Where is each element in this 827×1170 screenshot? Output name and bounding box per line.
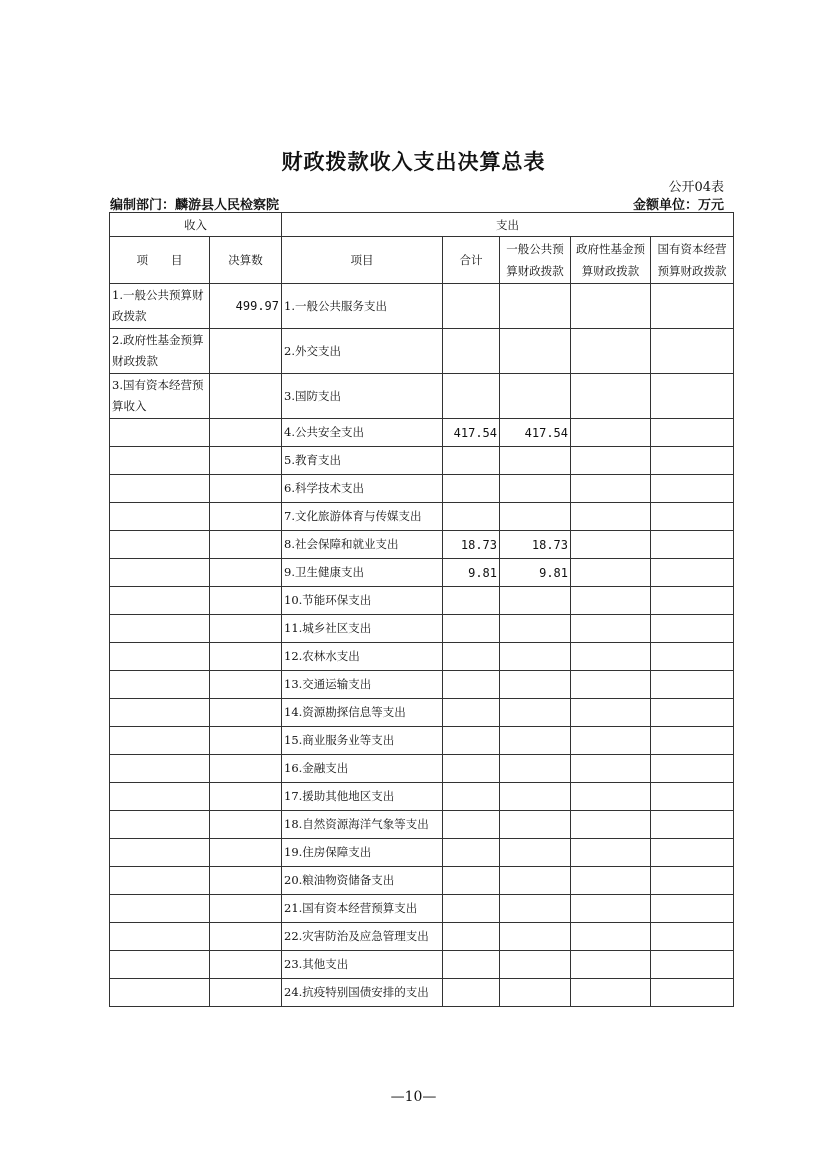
state-capital-cell xyxy=(651,643,734,671)
expense-item-cell: 17.援助其他地区支出 xyxy=(282,783,443,811)
income-item-cell xyxy=(110,503,210,531)
expense-item-cell: 21.国有资本经营预算支出 xyxy=(282,895,443,923)
income-item-cell xyxy=(110,587,210,615)
expense-item-cell: 11.城乡社区支出 xyxy=(282,615,443,643)
state-capital-cell xyxy=(651,447,734,475)
table-row xyxy=(110,419,734,447)
gov-fund-cell xyxy=(571,329,651,374)
total-cell xyxy=(443,755,500,783)
table-row xyxy=(110,671,734,699)
expense-item-cell: 6.科学技术支出 xyxy=(282,475,443,503)
gov-fund-cell xyxy=(571,284,651,329)
general-budget-cell xyxy=(500,895,571,923)
total-cell: 9.81 xyxy=(443,559,500,587)
income-amount-cell xyxy=(210,951,282,979)
total-cell xyxy=(443,867,500,895)
income-item-cell xyxy=(110,727,210,755)
total-cell xyxy=(443,923,500,951)
total-cell xyxy=(443,951,500,979)
general-budget-cell xyxy=(500,811,571,839)
total-cell xyxy=(443,979,500,1007)
gov-fund-cell xyxy=(571,531,651,559)
table-row xyxy=(110,374,734,419)
table-row xyxy=(110,951,734,979)
total-cell xyxy=(443,329,500,374)
expense-item-cell: 1.一般公共服务支出 xyxy=(282,284,443,329)
expense-header: 支出 xyxy=(282,213,734,237)
income-amount-cell xyxy=(210,923,282,951)
gov-fund-cell xyxy=(571,374,651,419)
income-item-cell: 3.国有资本经营预算收入 xyxy=(110,374,210,419)
state-capital-cell xyxy=(651,867,734,895)
state-capital-cell xyxy=(651,979,734,1007)
state-capital-cell xyxy=(651,783,734,811)
state-capital-cell xyxy=(651,839,734,867)
expense-item-cell: 8.社会保障和就业支出 xyxy=(282,531,443,559)
page-title: 财政拨款收入支出决算总表 xyxy=(281,149,546,174)
income-amount-cell xyxy=(210,615,282,643)
income-amount-cell xyxy=(210,374,282,419)
income-amount-cell xyxy=(210,671,282,699)
total-cell xyxy=(443,503,500,531)
expense-item-cell: 10.节能环保支出 xyxy=(282,587,443,615)
general-budget-cell xyxy=(500,839,571,867)
table-row xyxy=(110,503,734,531)
gov-fund-cell xyxy=(571,559,651,587)
expense-item-cell: 23.其他支出 xyxy=(282,951,443,979)
expense-item-cell: 15.商业服务业等支出 xyxy=(282,727,443,755)
income-item-cell xyxy=(110,419,210,447)
income-amount-cell xyxy=(210,419,282,447)
budget-table xyxy=(109,212,734,1007)
table-row xyxy=(110,923,734,951)
total-header: 合计 xyxy=(443,237,500,284)
total-cell: 417.54 xyxy=(443,419,500,447)
income-amount-cell xyxy=(210,531,282,559)
income-item-cell xyxy=(110,531,210,559)
table-row xyxy=(110,559,734,587)
state-capital-cell xyxy=(651,671,734,699)
state-capital-cell xyxy=(651,811,734,839)
general-budget-cell xyxy=(500,727,571,755)
expense-item-cell: 22.灾害防治及应急管理支出 xyxy=(282,923,443,951)
table-row xyxy=(110,755,734,783)
table-row xyxy=(110,783,734,811)
general-budget-cell xyxy=(500,587,571,615)
total-cell xyxy=(443,811,500,839)
total-cell xyxy=(443,699,500,727)
income-amount-cell xyxy=(210,643,282,671)
income-amount-cell xyxy=(210,699,282,727)
gov-fund-cell xyxy=(571,475,651,503)
income-amount-cell xyxy=(210,727,282,755)
income-item-header: 项 目 xyxy=(110,237,210,284)
gov-fund-cell xyxy=(571,839,651,867)
general-budget-cell: 18.73 xyxy=(500,531,571,559)
income-item-cell xyxy=(110,895,210,923)
gov-fund-cell xyxy=(571,867,651,895)
income-item-cell xyxy=(110,811,210,839)
total-cell: 18.73 xyxy=(443,531,500,559)
state-capital-cell xyxy=(651,699,734,727)
income-amount-cell: 499.97 xyxy=(210,284,282,329)
general-budget-cell xyxy=(500,783,571,811)
total-cell xyxy=(443,895,500,923)
general-budget-cell xyxy=(500,979,571,1007)
page-number: —10— xyxy=(390,1089,437,1105)
state-capital-cell xyxy=(651,727,734,755)
table-row xyxy=(110,643,734,671)
income-amount-cell xyxy=(210,895,282,923)
total-cell xyxy=(443,374,500,419)
total-cell xyxy=(443,475,500,503)
expense-item-cell: 2.外交支出 xyxy=(282,329,443,374)
general-budget-cell xyxy=(500,951,571,979)
gov-fund-cell xyxy=(571,755,651,783)
table-row xyxy=(110,284,734,329)
income-item-cell: 1.一般公共预算财政拨款 xyxy=(110,284,210,329)
gov-fund-cell xyxy=(571,727,651,755)
gov-fund-cell xyxy=(571,615,651,643)
state-capital-cell xyxy=(651,615,734,643)
state-capital-cell xyxy=(651,923,734,951)
gov-fund-cell xyxy=(571,503,651,531)
income-item-cell xyxy=(110,783,210,811)
state-capital-cell xyxy=(651,531,734,559)
general-budget-cell xyxy=(500,671,571,699)
gov-fund-cell xyxy=(571,979,651,1007)
income-item-cell xyxy=(110,643,210,671)
expense-item-cell: 5.教育支出 xyxy=(282,447,443,475)
unit-label: 金额单位：万元 xyxy=(632,198,724,213)
gov-fund-cell xyxy=(571,923,651,951)
income-item-cell xyxy=(110,475,210,503)
gov-fund-cell xyxy=(571,895,651,923)
income-item-cell: 2.政府性基金预算财政拨款 xyxy=(110,329,210,374)
expense-item-cell: 4.公共安全支出 xyxy=(282,419,443,447)
general-budget-cell xyxy=(500,615,571,643)
income-item-cell xyxy=(110,951,210,979)
expense-item-cell: 7.文化旅游体育与传媒支出 xyxy=(282,503,443,531)
state-capital-header: 国有资本经营预算财政拨款 xyxy=(651,237,734,284)
gov-fund-cell xyxy=(571,811,651,839)
income-item-cell xyxy=(110,615,210,643)
income-amount-cell xyxy=(210,447,282,475)
income-item-cell xyxy=(110,755,210,783)
expense-item-cell: 3.国防支出 xyxy=(282,374,443,419)
income-amount-cell xyxy=(210,839,282,867)
general-budget-cell xyxy=(500,329,571,374)
general-budget-cell xyxy=(500,755,571,783)
table-row xyxy=(110,867,734,895)
total-cell xyxy=(443,615,500,643)
table-row xyxy=(110,475,734,503)
table-row xyxy=(110,727,734,755)
income-amount-cell xyxy=(210,587,282,615)
income-amount-cell xyxy=(210,811,282,839)
total-cell xyxy=(443,839,500,867)
general-budget-cell xyxy=(500,699,571,727)
total-cell xyxy=(443,783,500,811)
income-amount-cell xyxy=(210,503,282,531)
state-capital-cell xyxy=(651,559,734,587)
income-amount-cell xyxy=(210,783,282,811)
expense-item-cell: 12.农林水支出 xyxy=(282,643,443,671)
expense-item-cell: 18.自然资源海洋气象等支出 xyxy=(282,811,443,839)
form-number: 公开04表 xyxy=(668,180,724,195)
table-row xyxy=(110,811,734,839)
general-budget-cell xyxy=(500,503,571,531)
income-amount-cell xyxy=(210,755,282,783)
state-capital-cell xyxy=(651,951,734,979)
income-amount-cell xyxy=(210,979,282,1007)
expense-item-cell: 9.卫生健康支出 xyxy=(282,559,443,587)
state-capital-cell xyxy=(651,475,734,503)
income-item-cell xyxy=(110,839,210,867)
gov-fund-cell xyxy=(571,419,651,447)
expense-item-cell: 19.住房保障支出 xyxy=(282,839,443,867)
general-budget-cell xyxy=(500,447,571,475)
total-cell xyxy=(443,671,500,699)
income-amount-cell xyxy=(210,867,282,895)
table-row xyxy=(110,699,734,727)
state-capital-cell xyxy=(651,755,734,783)
total-cell xyxy=(443,284,500,329)
general-budget-cell: 9.81 xyxy=(500,559,571,587)
gov-fund-cell xyxy=(571,671,651,699)
expense-item-cell: 13.交通运输支出 xyxy=(282,671,443,699)
state-capital-cell xyxy=(651,587,734,615)
table-row xyxy=(110,531,734,559)
table-row xyxy=(110,979,734,1007)
table-row xyxy=(110,615,734,643)
income-item-cell xyxy=(110,447,210,475)
gov-fund-cell xyxy=(571,643,651,671)
gov-fund-cell xyxy=(571,587,651,615)
general-budget-cell xyxy=(500,374,571,419)
table-row xyxy=(110,587,734,615)
income-item-cell xyxy=(110,979,210,1007)
general-budget-cell xyxy=(500,867,571,895)
final-amount-header: 决算数 xyxy=(210,237,282,284)
expense-item-cell: 24.抗疫特别国债安排的支出 xyxy=(282,979,443,1007)
general-budget-cell xyxy=(500,923,571,951)
expense-item-cell: 20.粮油物资储备支出 xyxy=(282,867,443,895)
income-item-cell xyxy=(110,559,210,587)
department-label: 编制部门：麟游县人民检察院 xyxy=(110,198,280,213)
expense-item-cell: 16.金融支出 xyxy=(282,755,443,783)
state-capital-cell xyxy=(651,419,734,447)
general-budget-cell xyxy=(500,475,571,503)
gov-fund-cell xyxy=(571,783,651,811)
expense-item-cell: 14.资源勘探信息等支出 xyxy=(282,699,443,727)
state-capital-cell xyxy=(651,374,734,419)
general-budget-header: 一般公共预算财政拨款 xyxy=(500,237,571,284)
state-capital-cell xyxy=(651,284,734,329)
total-cell xyxy=(443,447,500,475)
gov-fund-cell xyxy=(571,699,651,727)
general-budget-cell: 417.54 xyxy=(500,419,571,447)
income-amount-cell xyxy=(210,475,282,503)
state-capital-cell xyxy=(651,329,734,374)
state-capital-cell xyxy=(651,895,734,923)
total-cell xyxy=(443,587,500,615)
gov-fund-cell xyxy=(571,447,651,475)
table-row xyxy=(110,447,734,475)
income-item-cell xyxy=(110,671,210,699)
gov-fund-header: 政府性基金预算财政拨款 xyxy=(571,237,651,284)
general-budget-cell xyxy=(500,284,571,329)
table-row xyxy=(110,839,734,867)
total-cell xyxy=(443,727,500,755)
income-header: 收入 xyxy=(110,213,282,237)
table-row xyxy=(110,895,734,923)
income-amount-cell xyxy=(210,329,282,374)
total-cell xyxy=(443,643,500,671)
income-amount-cell xyxy=(210,559,282,587)
table-body xyxy=(110,284,734,1007)
expense-item-header: 项目 xyxy=(282,237,443,284)
general-budget-cell xyxy=(500,643,571,671)
table-row xyxy=(110,329,734,374)
gov-fund-cell xyxy=(571,951,651,979)
income-item-cell xyxy=(110,923,210,951)
income-item-cell xyxy=(110,699,210,727)
state-capital-cell xyxy=(651,503,734,531)
income-item-cell xyxy=(110,867,210,895)
